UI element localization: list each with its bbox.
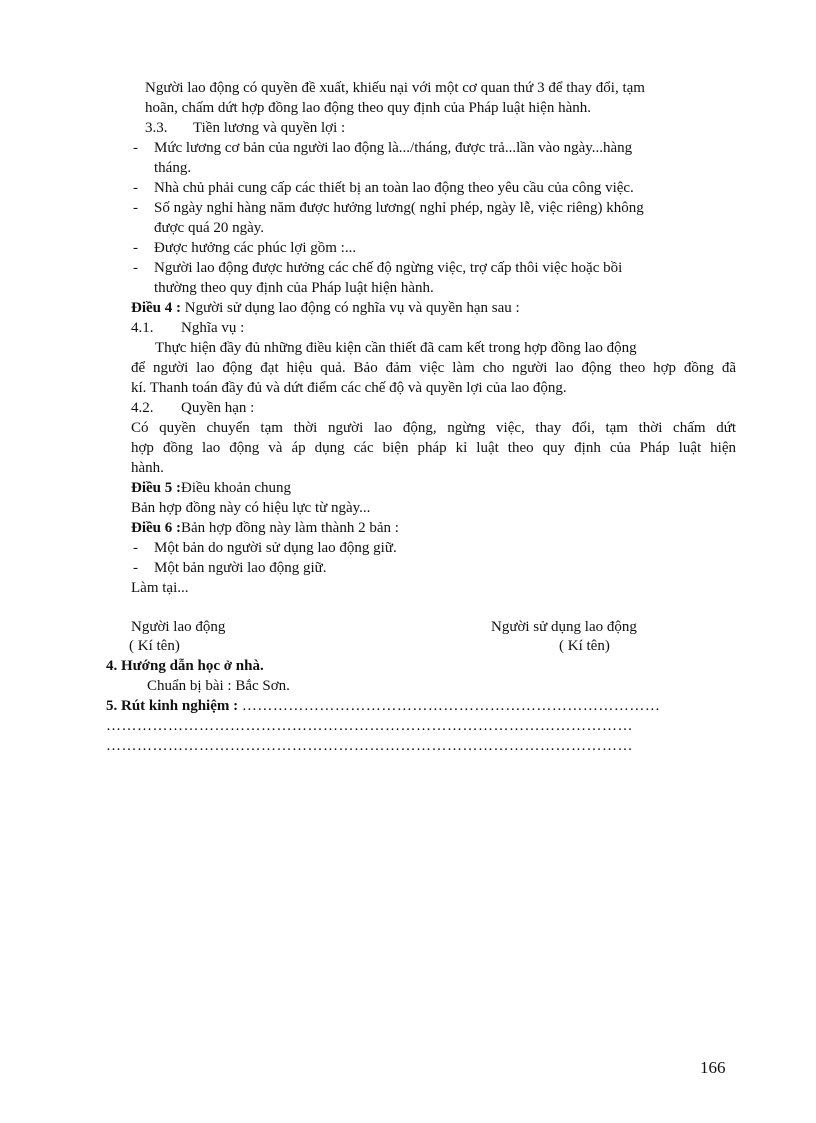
dotted-line: ………………………………………………………………………………………… xyxy=(106,718,633,734)
article-5-heading xyxy=(131,478,291,498)
obligations-line-2: để người lao động đạt hiệu quả. Bảo đảm việc làm cho người lao động theo hợp đồng đã xyxy=(131,360,736,376)
bullet-dash: - xyxy=(133,260,138,276)
section-3-3-number: 3.3. xyxy=(145,120,168,136)
bullet-dash: - xyxy=(133,540,138,556)
section-3-3-title: Tiền lương và quyền lợi : xyxy=(193,120,346,136)
copy-employee: Một bản người lao động giữ. xyxy=(154,560,327,576)
section-4-text: Chuẩn bị bài : Bắc Sơn. xyxy=(147,678,290,694)
section-4-1-title: Nghĩa vụ : xyxy=(181,320,245,336)
bullet-dash: - xyxy=(133,560,138,576)
rights-line-2: hợp đồng lao động và áp dụng các biện pháp kỉ luật theo quy định của Pháp luật hiện xyxy=(131,440,736,456)
bullet-severance-line-2: thường theo quy định của Pháp luật hiện hành. xyxy=(154,280,434,296)
section-5-heading-row xyxy=(106,696,660,716)
bullet-dash: - xyxy=(133,240,138,256)
bullet-salary-line-2: tháng. xyxy=(154,160,192,176)
article-5-label: Điều 5 : xyxy=(131,480,181,496)
section-4-heading: 4. Hướng dẫn học ở nhà. xyxy=(106,658,264,674)
bullet-safety-equipment: Nhà chủ phải cung cấp các thiết bị an toàn lao động theo yêu cầu của công việc. xyxy=(154,180,634,196)
rights-line-1: Có quyền chuyển tạm thời người lao động, ngừng việc, thay đổi, tạm thời chấm dứt xyxy=(131,420,736,436)
bullet-benefits: Được hưởng các phúc lợi gồm :... xyxy=(154,240,357,256)
article-4-text: Người sử dụng lao động có nghĩa vụ và quyền hạn sau : xyxy=(181,300,520,316)
section-4-2-title: Quyền hạn : xyxy=(181,400,255,416)
bullet-dash: - xyxy=(133,180,138,196)
section-4-2-number: 4.2. xyxy=(131,400,154,416)
article-5-effective: Bản hợp đồng này có hiệu lực từ ngày... xyxy=(131,500,371,516)
obligations-line-1: Thực hiện đầy đủ những điều kiện cần thiết đã cam kết trong hợp đồng lao động xyxy=(155,340,637,356)
bullet-leave-line-2: được quá 20 ngày. xyxy=(154,220,265,236)
section-4-1-number: 4.1. xyxy=(131,320,154,336)
obligations-line-3: kí. Thanh toán đầy đủ và dứt điểm các chế độ và quyền lợi của lao động. xyxy=(131,380,567,396)
signature-employer-note: ( Kí tên) xyxy=(559,638,610,654)
bullet-leave-line-1: Số ngày nghỉ hàng năm được hưởng lương( nghỉ phép, ngày lễ, việc riêng) không xyxy=(154,200,644,216)
bullet-dash: - xyxy=(133,140,138,156)
article-4-label: Điều 4 : xyxy=(131,300,181,316)
copy-employer: Một bản do người sử dụng lao động giữ. xyxy=(154,540,397,556)
section-5-heading: 5. Rút kinh nghiệm : xyxy=(106,698,239,714)
article-4-heading xyxy=(131,298,520,318)
article-6-heading xyxy=(131,518,399,538)
signing-place: Làm tại... xyxy=(131,580,189,596)
article-5-text: Điều khoản chung xyxy=(181,480,291,496)
dotted-line: ………………………………………………………………………………………… xyxy=(106,738,633,754)
dotted-line: ……………………………………………………………………… xyxy=(241,698,661,714)
rights-line-3: hành. xyxy=(131,460,164,476)
bullet-salary-line-1: Mức lương cơ bản của người lao động là.../tháng, được trả...lần vào ngày...hàng xyxy=(154,140,633,156)
page-number: 166 xyxy=(700,1058,726,1077)
intro-line-1: Người lao động có quyền đề xuất, khiếu nại với một cơ quan thứ 3 để thay đổi, tạm xyxy=(145,80,645,96)
article-6-text: Bản hợp đồng này làm thành 2 bản : xyxy=(181,520,399,536)
article-6-label: Điều 6 : xyxy=(131,520,181,536)
signature-employee-title: Người lao động xyxy=(131,619,226,635)
signature-employee-note: ( Kí tên) xyxy=(129,638,180,654)
intro-line-2: hoãn, chấm dứt hợp đồng lao động theo quy định của Pháp luật hiện hành. xyxy=(145,100,591,116)
signature-employer-title: Người sử dụng lao động xyxy=(491,619,637,635)
bullet-severance-line-1: Người lao động được hưởng các chế độ ngừng việc, trợ cấp thôi việc hoặc bồi xyxy=(154,260,623,276)
bullet-dash: - xyxy=(133,200,138,216)
